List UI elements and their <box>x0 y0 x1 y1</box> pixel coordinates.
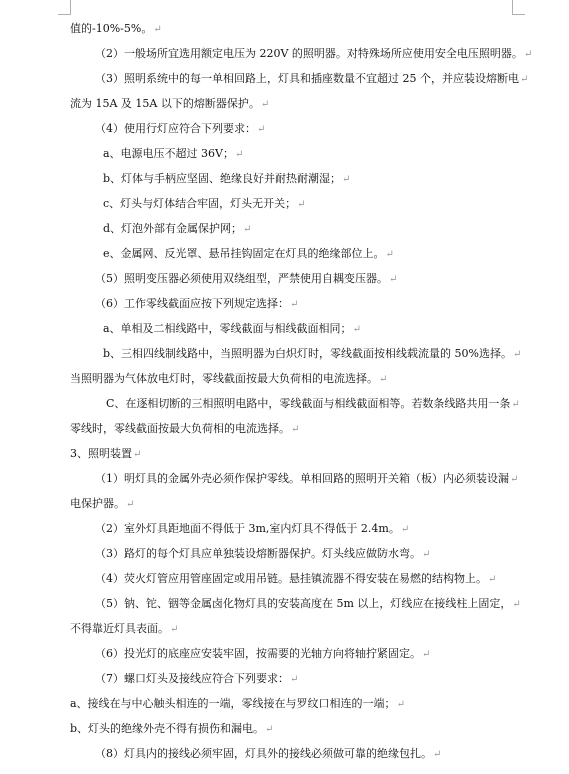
line-text: a、单相及二相线路中，零线截面与相线截面相同； <box>103 322 352 335</box>
paragraph-mark: ↵ <box>342 174 351 185</box>
paragraph-mark: ↵ <box>389 274 398 285</box>
line-text: b、灯头的绝缘外壳不得有损伤和漏电。 <box>70 722 265 735</box>
line-text: （5）钠、铊、铟等金属卤化物灯具的安装高度在 5m 以上，灯线应在接线柱上固定， <box>95 597 512 610</box>
paragraph-mark: ↵ <box>422 549 431 560</box>
paragraph-mark: ↵ <box>133 449 142 460</box>
line-text: （5）照明变压器必须使用双绕组型，严禁使用自耦变压器。 <box>95 272 388 285</box>
paragraph-mark: ↵ <box>433 749 442 760</box>
paragraph-mark: ↵ <box>170 624 179 635</box>
line-text: a、接线在与中心触头相连的一端，零线接在与罗纹口相连的一端； <box>70 697 396 710</box>
line-text: （4）使用行灯应符合下列要求： <box>95 122 256 135</box>
line-text: d、灯泡外部有金属保护网； <box>103 222 243 235</box>
paragraph-mark: ↵ <box>422 649 431 660</box>
line-text: （3）路灯的每个灯具应单独装设熔断器保护。灯头线应做防水弯。 <box>95 547 421 560</box>
line-text: 电保护器。 <box>70 497 125 510</box>
paragraph-mark: ↵ <box>290 299 299 310</box>
paragraph-mark: ↵ <box>291 424 300 435</box>
paragraph-mark: ↵ <box>523 49 533 60</box>
paragraph-mark: ↵ <box>260 99 270 110</box>
paragraph-mark: ↵ <box>520 74 529 85</box>
line-text: （8）灯具内的接线必须牢固，灯具外的接线必须做可靠的绝缘包扎。 <box>95 747 432 760</box>
paragraph-mark: ↵ <box>297 199 306 210</box>
paragraph-mark: ↵ <box>290 674 299 685</box>
paragraph-mark: ↵ <box>265 724 274 735</box>
paragraph-mark: ↵ <box>235 149 244 160</box>
paragraph-mark: ↵ <box>513 349 522 360</box>
line-text: b、灯体与手柄应坚固、绝缘良好并耐热耐潮湿； <box>103 172 342 185</box>
line-text: e、金属网、反光罩、悬吊挂钩固定在灯具的绝缘部位上。 <box>103 247 385 260</box>
paragraph-mark: ↵ <box>400 524 410 535</box>
line-text: （6）工作零线截面应按下列规定选择： <box>95 297 289 310</box>
line-text: 流为 15A 及 15A 以下的熔断器保护。 <box>70 97 260 110</box>
crop-mark-top-right <box>512 0 525 15</box>
line-text: （1）明灯具的金属外壳必须作保护零线。单相回路的照明开关箱（板）内必须装设漏 <box>95 472 509 485</box>
paragraph-mark: ↵ <box>126 499 135 510</box>
line-text: c、灯头与灯体结合牢固，灯头无开关； <box>103 197 297 210</box>
line-text: b、三相四线制线路中，当照明器为白炽灯时，零线截面按相线载流量的 50%选择。 <box>103 347 512 360</box>
paragraph-mark: ↵ <box>396 699 405 710</box>
line-text: （4）荧火灯管应用管座固定或用吊链。悬挂镇流器不得安装在易燃的结构物上。 <box>95 572 487 585</box>
paragraph-mark: ↵ <box>510 474 519 485</box>
paragraph-mark: ↵ <box>243 224 252 235</box>
line-text: （3）照明系统中的每一单相回路上，灯具和插座数量不宜超过 25 个，并应装设熔断电 <box>95 72 519 85</box>
paragraph-mark: ↵ <box>352 324 361 335</box>
paragraph-mark: ↵ <box>153 24 162 35</box>
line-text: 不得靠近灯具表面。 <box>70 622 169 635</box>
paragraph-mark: ↵ <box>385 249 394 260</box>
line-text: （2）一般场所宜选用额定电压为 220V 的照明器。对特殊场所应使用安全电压照明器。 <box>95 47 523 60</box>
line-text: （2）室外灯具距地面不得低于 3m,室内灯具不得低于 2.4m。 <box>95 522 400 535</box>
paragraph-mark: ↵ <box>488 574 497 585</box>
crop-mark-top-left <box>58 0 71 15</box>
paragraph-mark: ↵ <box>257 124 266 135</box>
line-text: 当照明器为气体放电灯时，零线截面按最大负荷相的电流选择。 <box>70 372 378 385</box>
paragraph-mark: ↵ <box>512 599 521 610</box>
line-text: a、电源电压不超过 36V； <box>103 147 234 160</box>
line-text: C、在逐相切断的三相照明电路中，零线截面与相线截面相等。若数条线路共用一条 <box>106 397 511 410</box>
paragraph-mark: ↵ <box>511 399 520 410</box>
line-text: 3、照明装置 <box>70 447 132 460</box>
line-text: （6）投光灯的底座应安装牢固，按需要的光轴方向将轴拧紧固定。 <box>95 647 421 660</box>
line-text: 零线时，零线截面按最大负荷相的电流选择。 <box>70 422 290 435</box>
line-text: 值的-10%-5%。 <box>70 22 153 35</box>
line-text: （7）螺口灯头及接线应符合下列要求： <box>95 672 289 685</box>
paragraph-mark: ↵ <box>379 374 388 385</box>
